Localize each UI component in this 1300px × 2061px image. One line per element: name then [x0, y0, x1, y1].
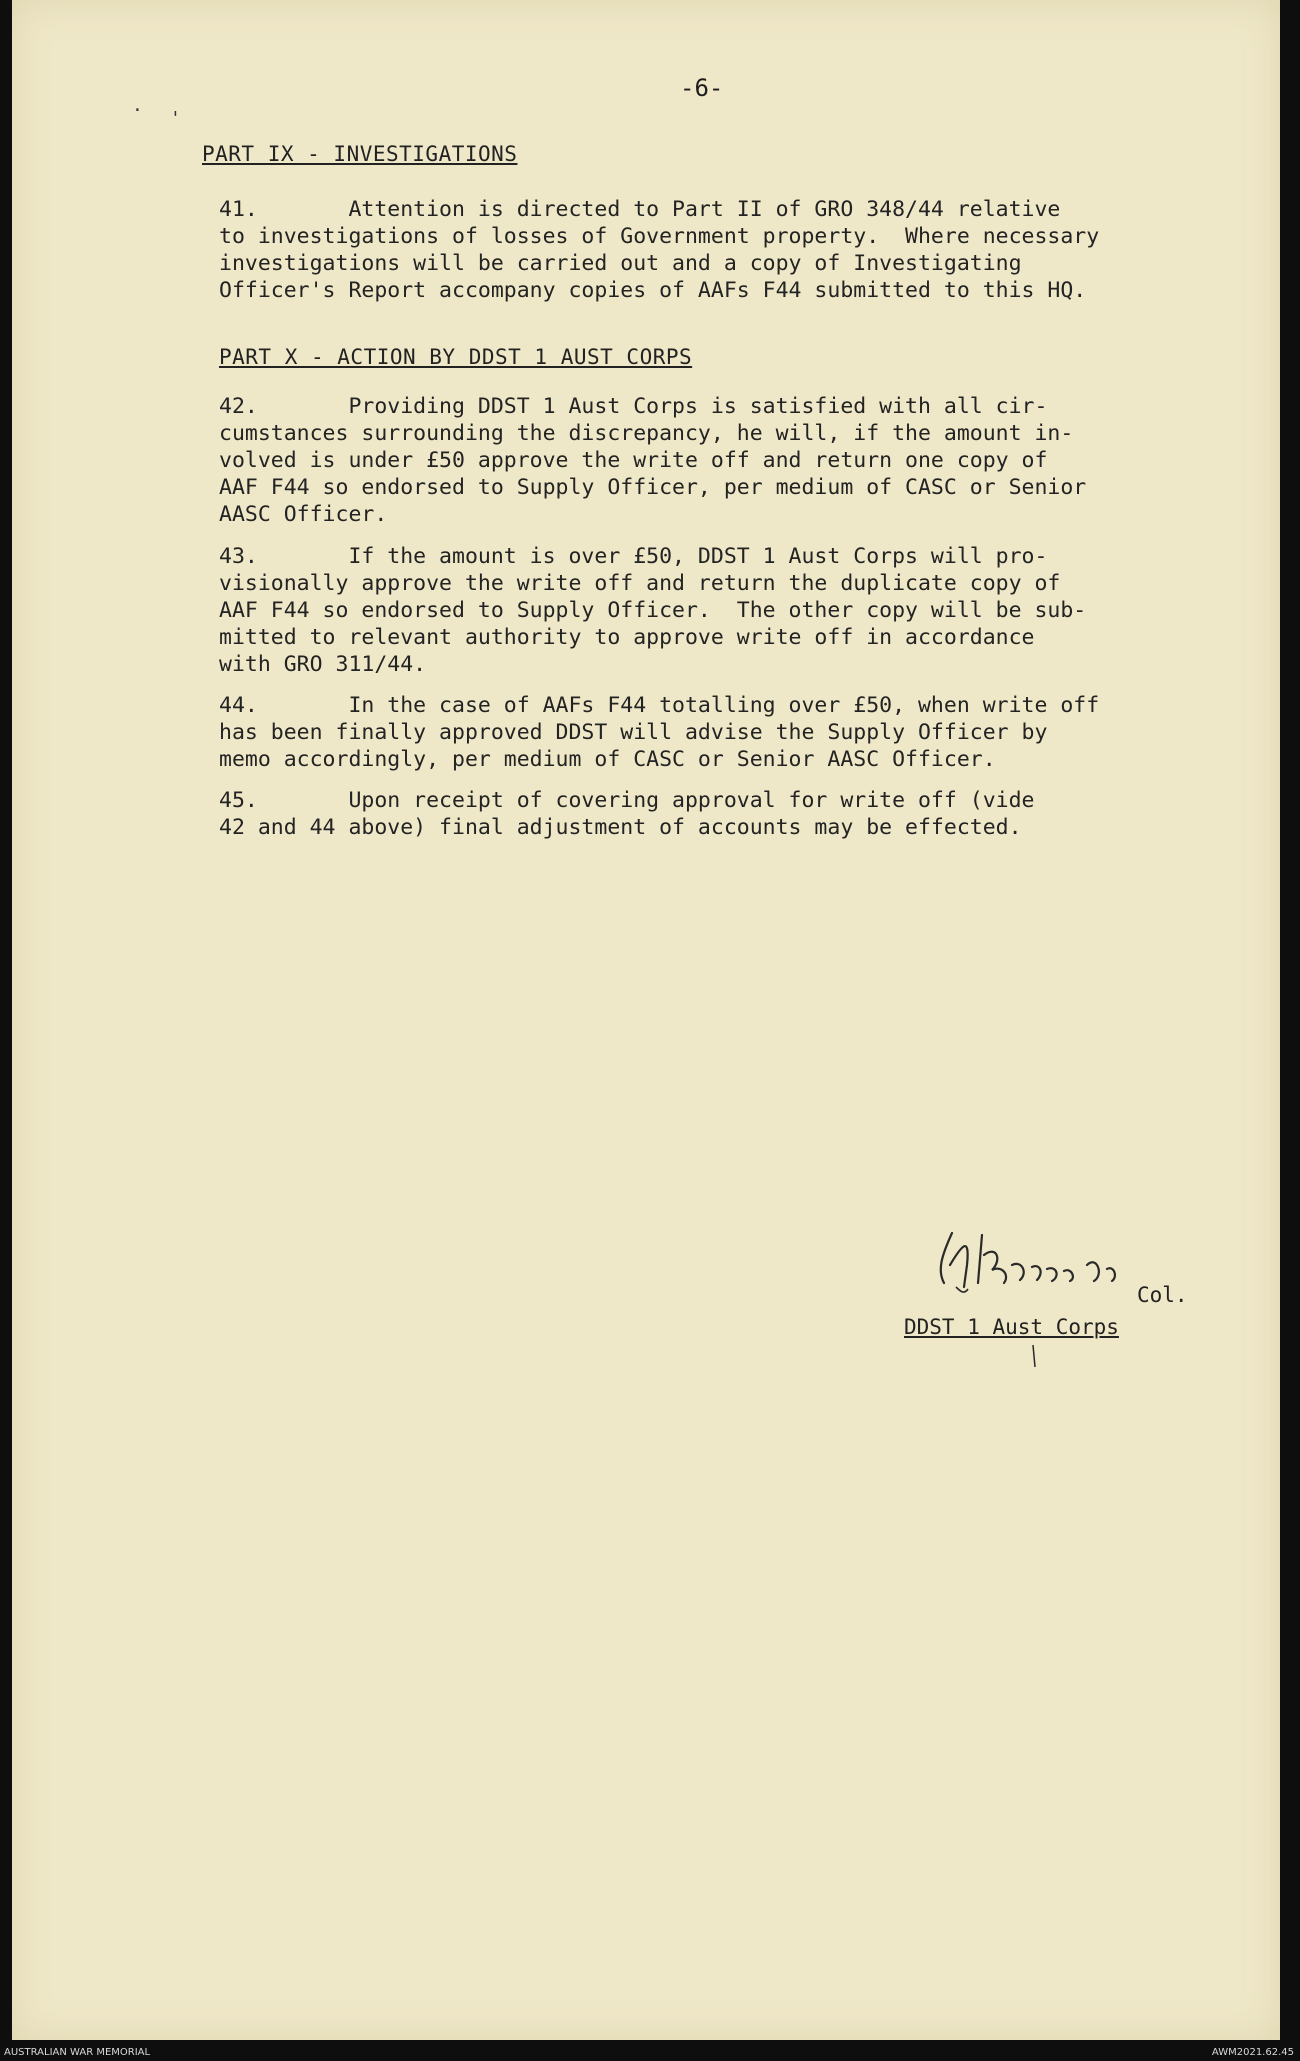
paragraph-44: 44. In the case of AAFs F44 totalling over £50, when write off has been finally approved DDST will advise the Supply Officer by memo accordingly, per medium of CASC or Senior AASC Officer. — [219, 693, 1100, 772]
signature-title: DDST 1 Aust Corps — [904, 1315, 1119, 1339]
page-number: -6- — [680, 74, 724, 102]
signature-rank: Col. — [1137, 1283, 1188, 1307]
paragraph-43: 43. If the amount is over £50, DDST 1 Aust Corps will pro- visionally approve the write off and return the duplicate copy of AAF F44 so endorsed to Supply Officer. The other copy will be sub- mitted to relevant authority to approve write off in accordance with GRO 311/44. — [219, 544, 1087, 677]
paragraph-42: 42. Providing DDST 1 Aust Corps is satisfied with all cir- cumstances surrounding the discrepancy, he will, if the amount in- volved is under £50 approve the write off and return one copy of AAF F44 so endorsed to Supply Officer, per medium of CASC or Senior AASC Officer. — [219, 394, 1087, 527]
paragraph-41: 41. Attention is directed to Part II of GRO 348/44 relative to investigations of losses of Government property. Where necessary investigations will be carried out and a copy of Investigating Officer's Report accompany copies of AAFs F44 submitted to this HQ. — [219, 197, 1100, 303]
footer-accession-number: AWM2021.62.45 — [1211, 2047, 1294, 2058]
stray-mark: · — [132, 100, 143, 121]
footer-source: AUSTRALIAN WAR MEMORIAL — [4, 2047, 151, 2058]
document-page — [12, 0, 1280, 2040]
stray-mark: ' — [170, 108, 181, 129]
handwritten-signature — [892, 1225, 1152, 1305]
signature-block — [892, 1225, 1212, 1375]
paragraph-45: 45. Upon receipt of covering approval for write off (vide 42 and 44 above) final adjustment of accounts may be effected. — [219, 788, 1035, 840]
part-ix-heading: PART IX - INVESTIGATIONS — [202, 142, 518, 166]
part-x-heading: PART X - ACTION BY DDST 1 AUST CORPS — [219, 345, 693, 369]
pen-mark — [1027, 1343, 1047, 1373]
